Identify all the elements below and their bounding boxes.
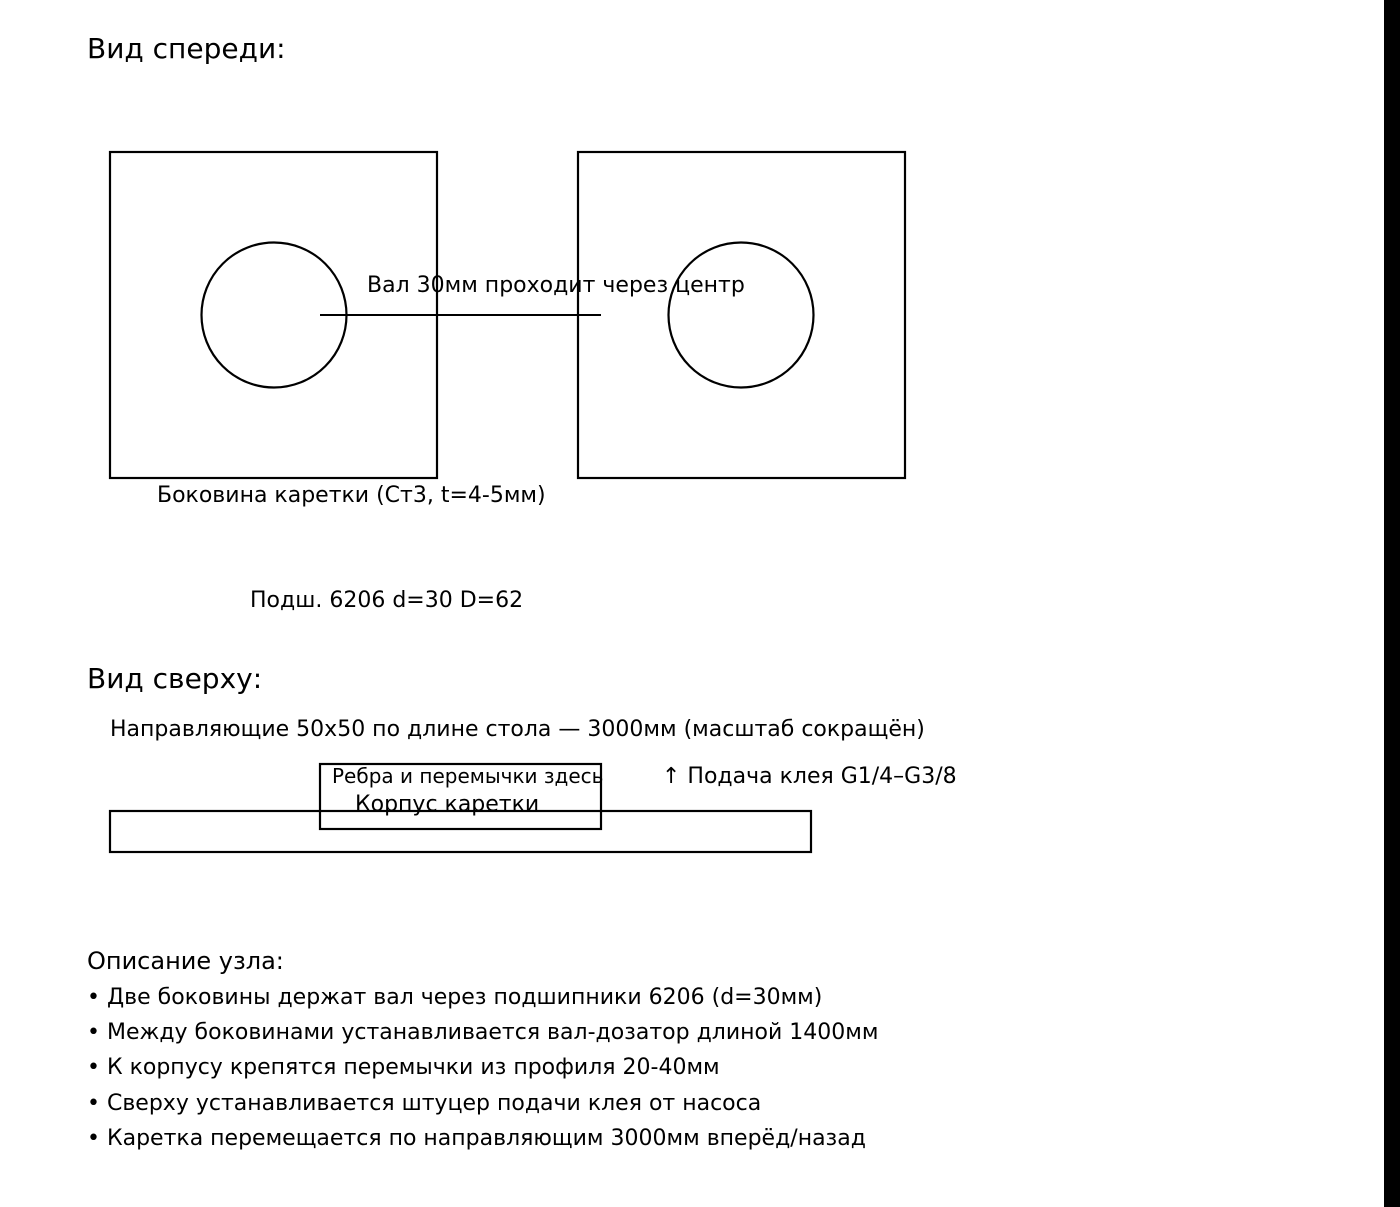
glue-feed-label: ↑ Подача клея G1/4–G3/8: [662, 764, 957, 789]
top-view-heading: Вид сверху:: [87, 662, 263, 695]
list-item: • Между боковинами устанавливается вал-дозатор длиной 1400мм: [87, 1015, 878, 1050]
description-title: Описание узла:: [87, 947, 284, 975]
side-plate-label: Боковина каретки (Ст3, t=4-5мм): [157, 483, 546, 508]
right-bearing-circle: [669, 243, 814, 388]
list-item: • К корпусу крепятся перемычки из профиля 20-40мм: [87, 1050, 878, 1085]
list-item: • Сверху устанавливается штуцер подачи клея от насоса: [87, 1086, 878, 1121]
bearing-label: Подш. 6206 d=30 D=62: [250, 588, 524, 613]
ribs-label: Ребра и перемычки здесь: [332, 764, 604, 788]
description-list: [87, 980, 878, 1156]
right-side-plate: [578, 152, 905, 478]
shaft-label: Вал 30мм проходит через центр: [367, 273, 745, 298]
rails-label: Направляющие 50х50 по длине стола — 3000мм (масштаб сокращён): [110, 717, 925, 742]
viewer-edge: [1384, 0, 1400, 1207]
list-item: • Две боковины держат вал через подшипники 6206 (d=30мм): [87, 980, 878, 1015]
guide-rail: [110, 811, 811, 852]
carriage-body-label: Корпус каретки: [355, 792, 540, 817]
front-view-heading: Вид спереди:: [87, 32, 286, 65]
list-item: • Каретка перемещается по направляющим 3000мм вперёд/назад: [87, 1121, 878, 1156]
